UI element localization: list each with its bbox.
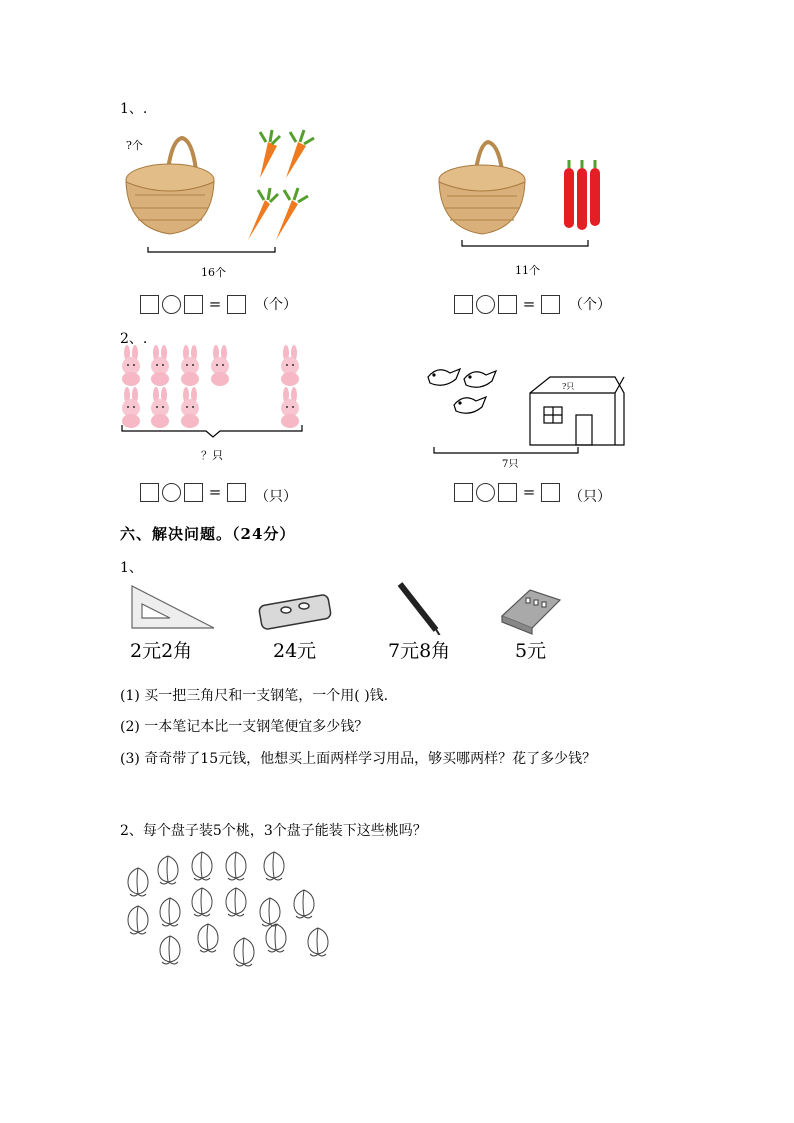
q1-left-picture xyxy=(120,120,335,285)
q1-label: 1、. xyxy=(120,101,148,117)
operator-circle[interactable] xyxy=(476,295,495,314)
brace xyxy=(122,425,302,437)
pencil-case-icon xyxy=(258,594,331,630)
price-notebook: 5元 xyxy=(515,640,547,662)
question-1: (1) 买一把三角尺和一支钢笔，一个用( )钱. xyxy=(120,688,389,704)
price-set-square: 2元2角 xyxy=(130,640,193,662)
q1-left-question: ?个 xyxy=(126,139,143,152)
problem-1-label: 1、 xyxy=(120,560,143,576)
house-icon xyxy=(530,377,624,445)
answer-box[interactable] xyxy=(140,295,159,314)
operator-circle[interactable] xyxy=(476,483,495,502)
q2-left-picture xyxy=(116,345,311,440)
equals-sign: = xyxy=(522,295,536,313)
supplies-picture xyxy=(126,580,576,635)
price-pencil-case: 24元 xyxy=(273,640,317,662)
answer-box[interactable] xyxy=(498,295,517,314)
unit-label: （个） xyxy=(569,297,611,313)
question-2: (2) 一本笔记本比一支钢笔便宜多少钱？ xyxy=(120,719,369,735)
problem-2-label: 2、每个盘子装5个桃，3个盘子能装下这些桃吗？ xyxy=(120,823,427,839)
answer-box[interactable] xyxy=(541,483,560,502)
section-title: 六、解决问题。（24分） xyxy=(120,525,296,543)
equals-sign: = xyxy=(208,295,222,313)
q2-right-total: 7只 xyxy=(502,459,519,470)
equals-sign: = xyxy=(208,483,222,501)
q2-left-equation xyxy=(140,478,297,506)
q2-right-picture xyxy=(420,355,630,465)
pen-icon xyxy=(400,584,440,635)
q2-left-total: ？只 xyxy=(201,449,223,462)
answer-box[interactable] xyxy=(541,295,560,314)
brace xyxy=(462,240,588,246)
pepper-icon xyxy=(564,160,600,230)
unit-label: （只） xyxy=(569,489,611,505)
brace xyxy=(434,447,578,453)
q1-left-total: 16个 xyxy=(201,266,226,279)
brace xyxy=(148,247,275,252)
equals-sign: = xyxy=(522,483,536,501)
basket-icon xyxy=(126,138,214,234)
answer-box[interactable] xyxy=(227,295,246,314)
q1-left-equation xyxy=(140,294,297,314)
answer-box[interactable] xyxy=(184,483,203,502)
peaches-picture xyxy=(118,846,338,971)
answer-box[interactable] xyxy=(184,295,203,314)
q2-label: 2、. xyxy=(120,331,148,347)
basket-icon xyxy=(439,142,525,234)
peach-icon xyxy=(128,852,328,966)
question-3: (3) 奇奇带了15元钱，他想买上面两样学习用品，够买哪两样？花了多少钱？ xyxy=(120,751,597,767)
operator-circle[interactable] xyxy=(162,295,181,314)
price-pen: 7元8角 xyxy=(388,640,451,662)
q2-right-equation xyxy=(454,478,611,506)
answer-box[interactable] xyxy=(454,483,473,502)
answer-box[interactable] xyxy=(454,295,473,314)
operator-circle[interactable] xyxy=(162,483,181,502)
unit-label: （个） xyxy=(255,297,297,313)
rabbit-icon xyxy=(122,345,299,428)
answer-box[interactable] xyxy=(140,483,159,502)
answer-box[interactable] xyxy=(227,483,246,502)
house-label: ?只 xyxy=(562,382,575,391)
answer-box[interactable] xyxy=(498,483,517,502)
set-square-icon xyxy=(132,586,214,628)
q1-right-total: 11个 xyxy=(515,264,540,277)
notebook-icon xyxy=(502,590,560,634)
bird-icon xyxy=(428,369,496,413)
q1-right-picture xyxy=(432,140,612,260)
unit-label: （只） xyxy=(255,489,297,505)
carrot-icon xyxy=(248,130,314,240)
q1-right-equation xyxy=(454,294,611,314)
